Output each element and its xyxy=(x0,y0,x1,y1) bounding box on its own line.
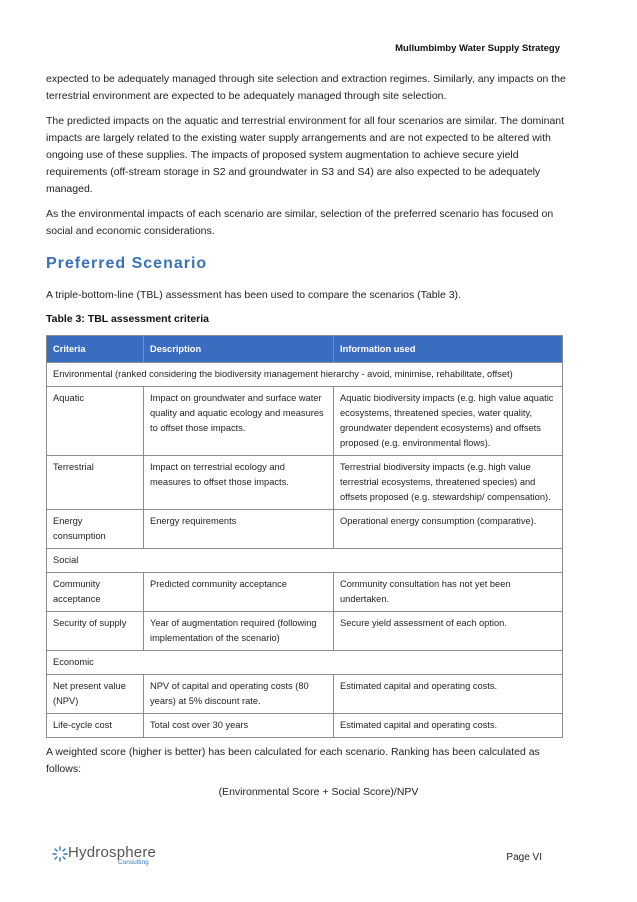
criteria-cell: Terrestrial xyxy=(47,456,144,510)
table-row xyxy=(47,675,563,714)
information-cell: Estimated capital and operating costs. xyxy=(334,675,563,714)
table-row xyxy=(47,456,563,510)
column-header-criteria: Criteria xyxy=(47,336,144,363)
paragraph-3: As the environmental impacts of each scenario are similar, selection of the preferred scenario has focused on social and economic considerations. xyxy=(46,208,554,237)
information-cell: Estimated capital and operating costs. xyxy=(334,714,563,738)
logo-name: Hydrosphere xyxy=(68,844,157,861)
ranking-formula: (Environmental Score + Social Score)/NPV xyxy=(218,786,419,798)
page-number: Page VI xyxy=(506,852,542,863)
group-label-environmental: Environmental (ranked considering the biodiversity management hierarchy - avoid, minimise, rehabilitate, offset) xyxy=(47,363,563,387)
information-cell: Secure yield assessment of each option. xyxy=(334,612,563,651)
description-cell: Year of augmentation required (following implementation of the scenario) xyxy=(144,612,334,651)
description-cell: Energy requirements xyxy=(144,510,334,549)
criteria-cell: Security of supply xyxy=(47,612,144,651)
table-row xyxy=(47,510,563,549)
information-cell: Community consultation has not yet been undertaken. xyxy=(334,573,563,612)
table-row xyxy=(47,387,563,456)
criteria-cell: Net present value (NPV) xyxy=(47,675,144,714)
logo-subtitle: Consulting xyxy=(118,859,149,866)
column-header-description: Description xyxy=(144,336,334,363)
company-logo xyxy=(52,844,162,868)
section-heading: Preferred Scenario xyxy=(46,255,208,272)
closing-paragraph: A weighted score (higher is better) has been calculated for each scenario. Ranking has been calculated as follows: xyxy=(46,746,540,775)
information-cell: Operational energy consumption (comparative). xyxy=(334,510,563,549)
description-cell: Total cost over 30 years xyxy=(144,714,334,738)
table-row xyxy=(47,573,563,612)
criteria-cell: Community acceptance xyxy=(47,573,144,612)
group-row-social xyxy=(47,549,563,573)
information-cell: Aquatic biodiversity impacts (e.g. high value aquatic ecosystems, threatened species, water quality, groundwater dependent ecosystems) and offsets proposed (e.g. environmental flows). xyxy=(334,387,563,456)
description-cell: Predicted community acceptance xyxy=(144,573,334,612)
group-row-economic xyxy=(47,651,563,675)
tbl-criteria-table xyxy=(46,335,563,738)
group-row-environmental xyxy=(47,363,563,387)
description-cell: Impact on groundwater and surface water quality and aquatic ecology and measures to offset those impacts. xyxy=(144,387,334,456)
table-row xyxy=(47,612,563,651)
criteria-cell: Energy consumption xyxy=(47,510,144,549)
table-caption: Table 3: TBL assessment criteria xyxy=(46,313,210,325)
information-cell: Terrestrial biodiversity impacts (e.g. high value terrestrial ecosystems, threatened species) and offsets proposed (e.g. stewardship/ compensation). xyxy=(334,456,563,510)
column-header-information: Information used xyxy=(334,336,563,363)
criteria-cell: Life-cycle cost xyxy=(47,714,144,738)
section-intro: A triple-bottom-line (TBL) assessment has been used to compare the scenarios (Table 3). xyxy=(46,289,461,301)
paragraph-1: expected to be adequately managed through site selection and extraction regimes. Similarly, any impacts on the terrestrial environment are expected to be adequately managed through site selection. xyxy=(46,73,566,102)
description-cell: Impact on terrestrial ecology and measures to offset those impacts. xyxy=(144,456,334,510)
paragraph-2: The predicted impacts on the aquatic and terrestrial environment for all four scenarios are similar. The dominant impacts are largely related to the existing water supply arrangements and are not expected to be altered with ongoing use of these supplies. The impacts of proposed system augmentation to achieve secure yield requirements (off-stream storage in S2 and groundwater in S3 and S4) are also expected to be adequately managed. xyxy=(46,115,565,195)
hydrosphere-logo-icon xyxy=(52,846,68,862)
group-label-economic: Economic xyxy=(47,651,563,675)
document-header-title: Mullumbimby Water Supply Strategy xyxy=(395,43,560,54)
description-cell: NPV of capital and operating costs (80 years) at 5% discount rate. xyxy=(144,675,334,714)
criteria-cell: Aquatic xyxy=(47,387,144,456)
table-header-row xyxy=(47,336,563,363)
group-label-social: Social xyxy=(47,549,563,573)
table-row xyxy=(47,714,563,738)
